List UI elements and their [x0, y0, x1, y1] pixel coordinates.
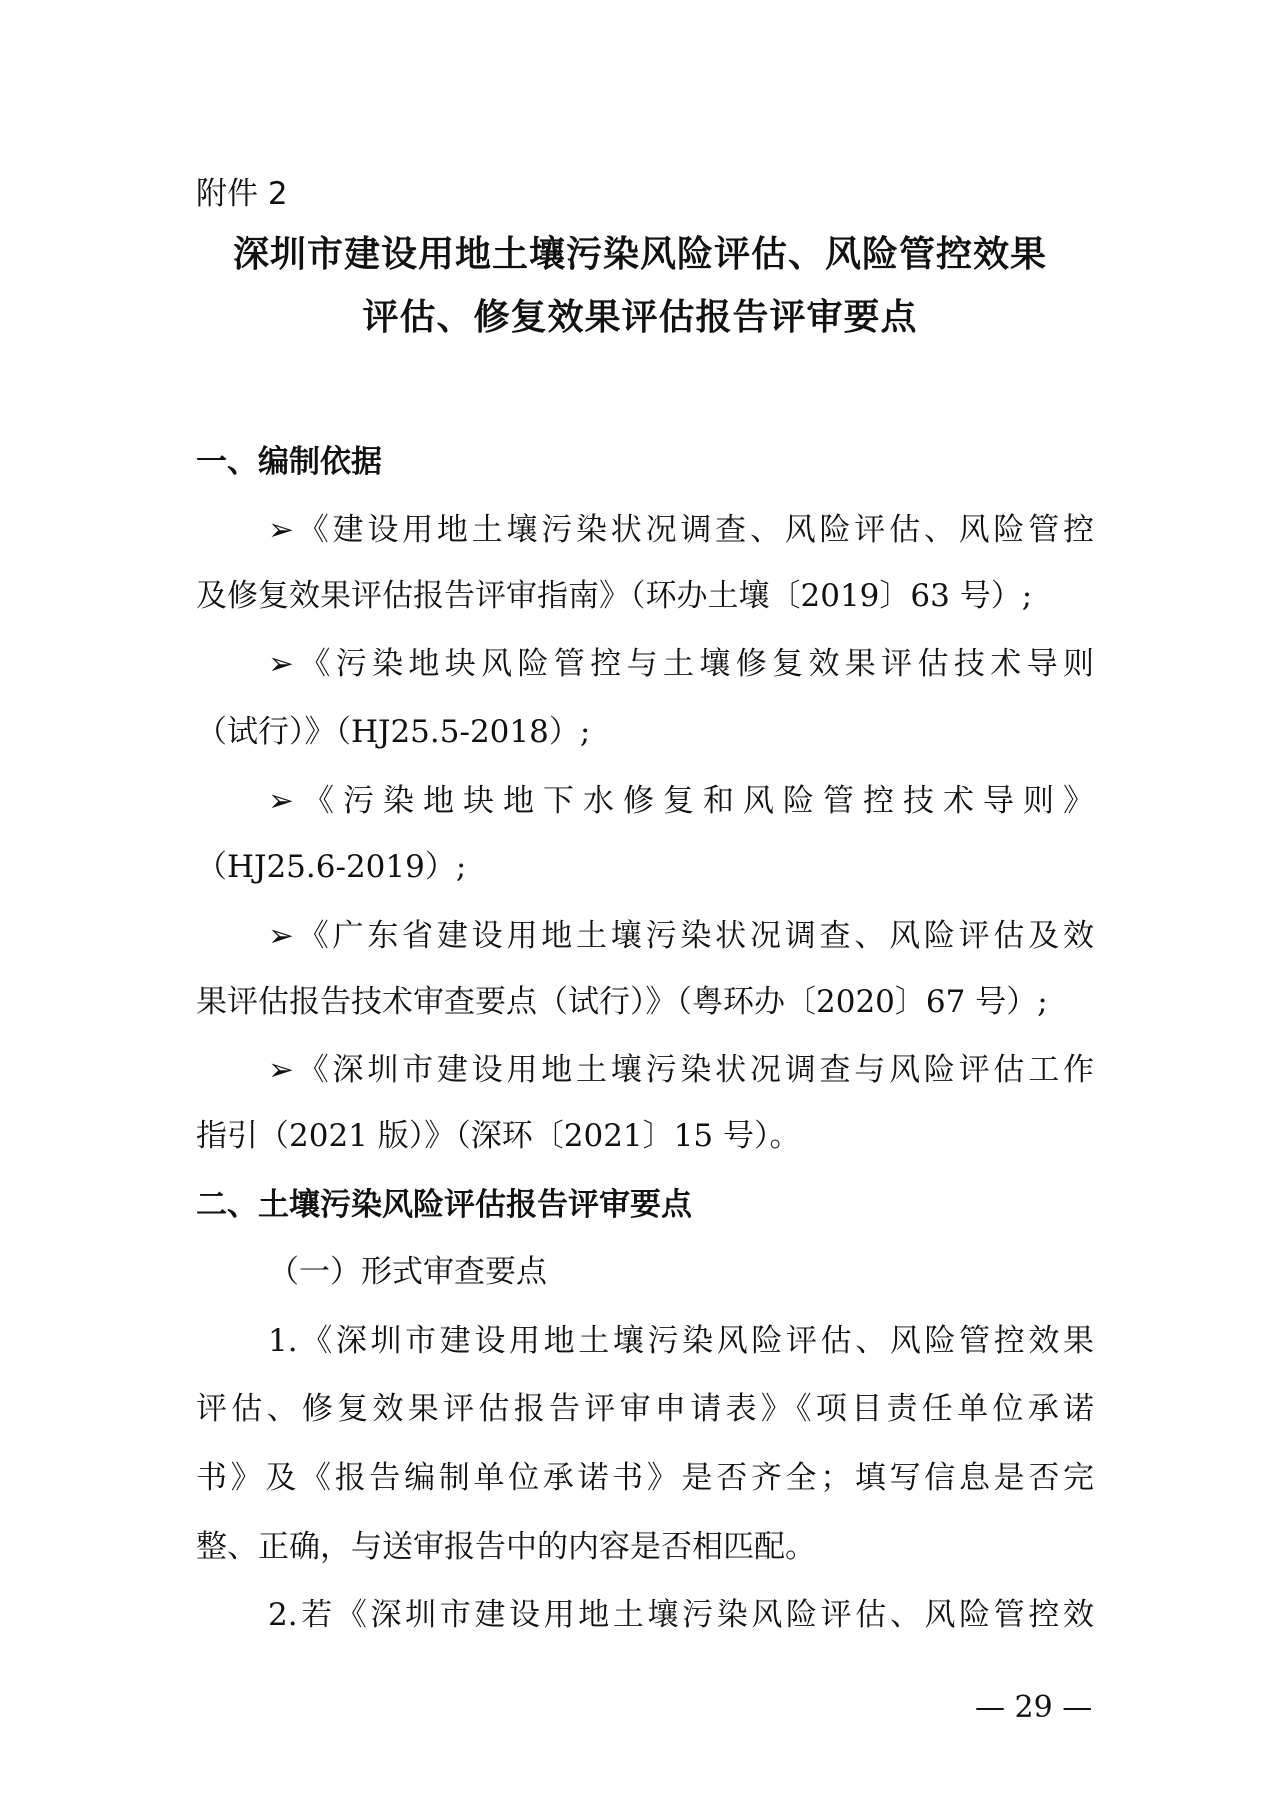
section-heading-risk-assessment: 二、土壤污染风险评估报告评审要点: [196, 1187, 692, 1223]
item-1-line-2: 评估、修复效果评估报告评审申请表》《项目责任单位承诺: [196, 1391, 1094, 1427]
document-title-line-1: 深圳市建设用地土壤污染风险评估、风险管控效果: [232, 234, 1047, 275]
item-1-line-1: 1.《深圳市建设用地土壤污染风险评估、风险管控效果: [268, 1323, 1094, 1359]
reference-1-line-2: 及修复效果评估报告评审指南》（环办土壤〔2019〕63 号）;: [196, 578, 1033, 614]
section-heading-basis: 一、编制依据: [196, 444, 382, 480]
reference-1-line-1: ➢《建设用地土壤污染状况调查、风险评估、风险管控: [268, 512, 1094, 548]
reference-4-line-2: 果评估报告技术审查要点（试行）》（粤环办〔2020〕67 号）;: [196, 984, 1048, 1020]
reference-2-line-2: （试行）》（HJ25.5-2018）;: [196, 714, 591, 750]
page-number: — 29 —: [975, 1690, 1093, 1725]
item-2-line-1: 2.若《深圳市建设用地土壤污染风险评估、风险管控效: [268, 1597, 1094, 1633]
attachment-label: 附件 2: [196, 176, 288, 212]
reference-5-line-1: ➢《深圳市建设用地土壤污染状况调查与风险评估工作: [268, 1052, 1094, 1088]
reference-3-line-2: （HJ25.6-2019）;: [196, 849, 467, 885]
subsection-heading-formal-review: （一）形式审查要点: [268, 1254, 547, 1290]
reference-2-line-1: ➢《污染地块风险管控与土壤修复效果评估技术导则: [268, 646, 1094, 682]
document-title-line-2: 评估、修复效果评估报告评审要点: [362, 297, 918, 338]
item-1-line-4: 整、正确，与送审报告中的内容是否相匹配。: [196, 1529, 816, 1565]
item-1-line-3: 书》及《报告编制单位承诺书》是否齐全；填写信息是否完: [196, 1460, 1094, 1496]
reference-5-line-2: 指引（2021 版）》（深环〔2021〕15 号）。: [196, 1118, 801, 1154]
reference-3-line-1: ➢《污染地块地下水修复和风险管控技术导则》: [268, 783, 1094, 819]
reference-4-line-1: ➢《广东省建设用地土壤污染状况调查、风险评估及效: [268, 918, 1094, 954]
